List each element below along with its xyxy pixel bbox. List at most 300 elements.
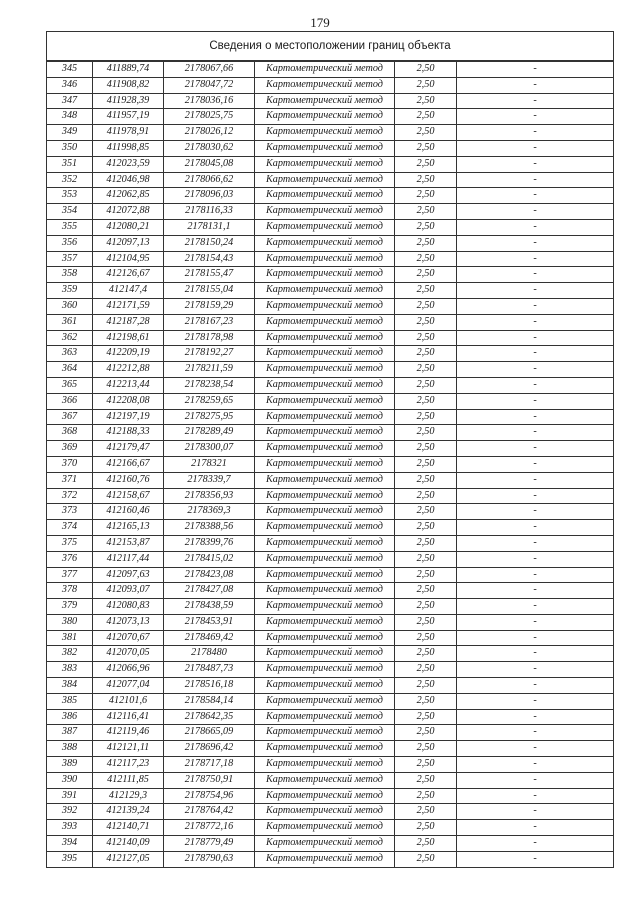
y-coordinate-cell: 2178438,59: [164, 599, 255, 615]
point-number-cell: 392: [47, 804, 93, 820]
y-coordinate-cell: 2178259,65: [164, 393, 255, 409]
point-number-cell: 352: [47, 172, 93, 188]
table-row: [47, 788, 614, 804]
y-coordinate-cell: 2178369,3: [164, 504, 255, 520]
table-row: [47, 772, 614, 788]
table-row: [47, 362, 614, 378]
table-row: [47, 804, 614, 820]
y-coordinate-cell: 2178339,7: [164, 472, 255, 488]
description-cell: -: [457, 804, 614, 820]
point-number-cell: 395: [47, 851, 93, 867]
description-cell: -: [457, 851, 614, 867]
y-coordinate-cell: 2178696,42: [164, 741, 255, 757]
accuracy-cell: 2,50: [395, 520, 457, 536]
description-cell: -: [457, 409, 614, 425]
method-cell: Картометрический метод: [255, 551, 395, 567]
point-number-cell: 348: [47, 109, 93, 125]
table-row: [47, 219, 614, 235]
table-title-row: [47, 32, 614, 62]
x-coordinate-cell: 411889,74: [93, 61, 164, 77]
point-number-cell: 391: [47, 788, 93, 804]
y-coordinate-cell: 2178642,35: [164, 709, 255, 725]
description-cell: -: [457, 741, 614, 757]
method-cell: Картометрический метод: [255, 283, 395, 299]
description-cell: -: [457, 820, 614, 836]
y-coordinate-cell: 2178026,12: [164, 125, 255, 141]
y-coordinate-cell: 2178155,47: [164, 267, 255, 283]
method-cell: Картометрический метод: [255, 251, 395, 267]
accuracy-cell: 2,50: [395, 346, 457, 362]
method-cell: Картометрический метод: [255, 614, 395, 630]
point-number-cell: 347: [47, 93, 93, 109]
point-number-cell: 354: [47, 204, 93, 220]
table-row: [47, 520, 614, 536]
accuracy-cell: 2,50: [395, 77, 457, 93]
y-coordinate-cell: 2178427,08: [164, 583, 255, 599]
x-coordinate-cell: 412179,47: [93, 441, 164, 457]
description-cell: -: [457, 425, 614, 441]
method-cell: Картометрический метод: [255, 804, 395, 820]
table-row: [47, 678, 614, 694]
description-cell: -: [457, 156, 614, 172]
table-row: [47, 409, 614, 425]
accuracy-cell: 2,50: [395, 172, 457, 188]
method-cell: Картометрический метод: [255, 61, 395, 77]
accuracy-cell: 2,50: [395, 709, 457, 725]
description-cell: -: [457, 172, 614, 188]
point-number-cell: 363: [47, 346, 93, 362]
y-coordinate-cell: 2178066,62: [164, 172, 255, 188]
method-cell: Картометрический метод: [255, 851, 395, 867]
table-row: [47, 156, 614, 172]
table-row: [47, 314, 614, 330]
accuracy-cell: 2,50: [395, 788, 457, 804]
x-coordinate-cell: 412140,71: [93, 820, 164, 836]
point-number-cell: 358: [47, 267, 93, 283]
method-cell: Картометрический метод: [255, 362, 395, 378]
accuracy-cell: 2,50: [395, 804, 457, 820]
point-number-cell: 351: [47, 156, 93, 172]
x-coordinate-cell: 412147,4: [93, 283, 164, 299]
x-coordinate-cell: 412126,67: [93, 267, 164, 283]
method-cell: Картометрический метод: [255, 488, 395, 504]
method-cell: Картометрический метод: [255, 741, 395, 757]
description-cell: -: [457, 140, 614, 156]
point-number-cell: 361: [47, 314, 93, 330]
description-cell: -: [457, 599, 614, 615]
point-number-cell: 355: [47, 219, 93, 235]
method-cell: Картометрический метод: [255, 393, 395, 409]
accuracy-cell: 2,50: [395, 377, 457, 393]
description-cell: -: [457, 725, 614, 741]
table-row: [47, 693, 614, 709]
point-number-cell: 376: [47, 551, 93, 567]
table-row: [47, 662, 614, 678]
point-number-cell: 387: [47, 725, 93, 741]
y-coordinate-cell: 2178030,62: [164, 140, 255, 156]
table-row: [47, 251, 614, 267]
accuracy-cell: 2,50: [395, 836, 457, 852]
table-row: [47, 836, 614, 852]
method-cell: Картометрический метод: [255, 599, 395, 615]
point-number-cell: 383: [47, 662, 93, 678]
y-coordinate-cell: 2178238,54: [164, 377, 255, 393]
y-coordinate-cell: 2178665,09: [164, 725, 255, 741]
x-coordinate-cell: 412188,33: [93, 425, 164, 441]
description-cell: -: [457, 330, 614, 346]
x-coordinate-cell: 412187,28: [93, 314, 164, 330]
accuracy-cell: 2,50: [395, 251, 457, 267]
x-coordinate-cell: 412121,11: [93, 741, 164, 757]
accuracy-cell: 2,50: [395, 851, 457, 867]
method-cell: Картометрический метод: [255, 156, 395, 172]
y-coordinate-cell: 2178025,75: [164, 109, 255, 125]
description-cell: -: [457, 520, 614, 536]
description-cell: -: [457, 757, 614, 773]
accuracy-cell: 2,50: [395, 409, 457, 425]
point-number-cell: 346: [47, 77, 93, 93]
accuracy-cell: 2,50: [395, 456, 457, 472]
table-row: [47, 377, 614, 393]
method-cell: Картометрический метод: [255, 504, 395, 520]
table-row: [47, 535, 614, 551]
point-number-cell: 394: [47, 836, 93, 852]
point-number-cell: 375: [47, 535, 93, 551]
point-number-cell: 374: [47, 520, 93, 536]
table-row: [47, 109, 614, 125]
description-cell: -: [457, 567, 614, 583]
description-cell: -: [457, 346, 614, 362]
y-coordinate-cell: 2178750,91: [164, 772, 255, 788]
x-coordinate-cell: 412209,19: [93, 346, 164, 362]
y-coordinate-cell: 2178150,24: [164, 235, 255, 251]
method-cell: Картометрический метод: [255, 520, 395, 536]
x-coordinate-cell: 412213,44: [93, 377, 164, 393]
description-cell: -: [457, 709, 614, 725]
point-number-cell: 365: [47, 377, 93, 393]
y-coordinate-cell: 2178415,02: [164, 551, 255, 567]
method-cell: Картометрический метод: [255, 330, 395, 346]
x-coordinate-cell: 412140,09: [93, 836, 164, 852]
x-coordinate-cell: 412198,61: [93, 330, 164, 346]
y-coordinate-cell: 2178045,08: [164, 156, 255, 172]
method-cell: Картометрический метод: [255, 709, 395, 725]
x-coordinate-cell: 412153,87: [93, 535, 164, 551]
method-cell: Картометрический метод: [255, 219, 395, 235]
x-coordinate-cell: 412104,95: [93, 251, 164, 267]
method-cell: Картометрический метод: [255, 678, 395, 694]
point-number-cell: 364: [47, 362, 93, 378]
description-cell: -: [457, 61, 614, 77]
point-number-cell: 372: [47, 488, 93, 504]
accuracy-cell: 2,50: [395, 772, 457, 788]
x-coordinate-cell: 412158,67: [93, 488, 164, 504]
description-cell: -: [457, 535, 614, 551]
y-coordinate-cell: 2178300,07: [164, 441, 255, 457]
accuracy-cell: 2,50: [395, 820, 457, 836]
y-coordinate-cell: 2178154,43: [164, 251, 255, 267]
table-row: [47, 757, 614, 773]
description-cell: -: [457, 678, 614, 694]
y-coordinate-cell: 2178717,18: [164, 757, 255, 773]
x-coordinate-cell: 412070,05: [93, 646, 164, 662]
boundary-coordinates-table: [46, 31, 613, 868]
description-cell: -: [457, 93, 614, 109]
description-cell: -: [457, 125, 614, 141]
method-cell: Картометрический метод: [255, 346, 395, 362]
table-row: [47, 77, 614, 93]
y-coordinate-cell: 2178453,91: [164, 614, 255, 630]
y-coordinate-cell: 2178487,73: [164, 662, 255, 678]
accuracy-cell: 2,50: [395, 219, 457, 235]
accuracy-cell: 2,50: [395, 393, 457, 409]
method-cell: Картометрический метод: [255, 583, 395, 599]
table-row: [47, 267, 614, 283]
description-cell: -: [457, 488, 614, 504]
x-coordinate-cell: 412072,88: [93, 204, 164, 220]
x-coordinate-cell: 412165,13: [93, 520, 164, 536]
description-cell: -: [457, 298, 614, 314]
x-coordinate-cell: 412111,85: [93, 772, 164, 788]
description-cell: -: [457, 377, 614, 393]
x-coordinate-cell: 411928,39: [93, 93, 164, 109]
method-cell: Картометрический метод: [255, 567, 395, 583]
table-row: [47, 741, 614, 757]
description-cell: -: [457, 472, 614, 488]
point-number-cell: 380: [47, 614, 93, 630]
accuracy-cell: 2,50: [395, 567, 457, 583]
y-coordinate-cell: 2178423,08: [164, 567, 255, 583]
accuracy-cell: 2,50: [395, 298, 457, 314]
table-row: [47, 441, 614, 457]
x-coordinate-cell: 412171,59: [93, 298, 164, 314]
method-cell: Картометрический метод: [255, 172, 395, 188]
description-cell: -: [457, 836, 614, 852]
point-number-cell: 389: [47, 757, 93, 773]
method-cell: Картометрический метод: [255, 836, 395, 852]
y-coordinate-cell: 2178159,29: [164, 298, 255, 314]
accuracy-cell: 2,50: [395, 267, 457, 283]
y-coordinate-cell: 2178178,98: [164, 330, 255, 346]
description-cell: -: [457, 109, 614, 125]
y-coordinate-cell: 2178480: [164, 646, 255, 662]
table-row: [47, 488, 614, 504]
accuracy-cell: 2,50: [395, 599, 457, 615]
x-coordinate-cell: 412066,96: [93, 662, 164, 678]
accuracy-cell: 2,50: [395, 362, 457, 378]
y-coordinate-cell: 2178192,27: [164, 346, 255, 362]
table-row: [47, 425, 614, 441]
y-coordinate-cell: 2178469,42: [164, 630, 255, 646]
description-cell: -: [457, 662, 614, 678]
table-row: [47, 204, 614, 220]
point-number-cell: 368: [47, 425, 93, 441]
description-cell: -: [457, 219, 614, 235]
point-number-cell: 373: [47, 504, 93, 520]
description-cell: -: [457, 251, 614, 267]
description-cell: -: [457, 441, 614, 457]
accuracy-cell: 2,50: [395, 425, 457, 441]
description-cell: -: [457, 646, 614, 662]
method-cell: Картометрический метод: [255, 757, 395, 773]
table-row: [47, 140, 614, 156]
description-cell: -: [457, 693, 614, 709]
point-number-cell: 366: [47, 393, 93, 409]
description-cell: -: [457, 504, 614, 520]
method-cell: Картометрический метод: [255, 235, 395, 251]
y-coordinate-cell: 2178779,49: [164, 836, 255, 852]
x-coordinate-cell: 412062,85: [93, 188, 164, 204]
accuracy-cell: 2,50: [395, 109, 457, 125]
point-number-cell: 356: [47, 235, 93, 251]
table-row: [47, 599, 614, 615]
table-row: [47, 93, 614, 109]
y-coordinate-cell: 2178096,03: [164, 188, 255, 204]
y-coordinate-cell: 2178584,14: [164, 693, 255, 709]
accuracy-cell: 2,50: [395, 125, 457, 141]
method-cell: Картометрический метод: [255, 204, 395, 220]
accuracy-cell: 2,50: [395, 488, 457, 504]
x-coordinate-cell: 412212,88: [93, 362, 164, 378]
table-row: [47, 330, 614, 346]
point-number-cell: 370: [47, 456, 93, 472]
accuracy-cell: 2,50: [395, 741, 457, 757]
x-coordinate-cell: 412101,6: [93, 693, 164, 709]
table-row: [47, 614, 614, 630]
y-coordinate-cell: 2178067,66: [164, 61, 255, 77]
description-cell: -: [457, 614, 614, 630]
table-row: [47, 646, 614, 662]
y-coordinate-cell: 2178388,56: [164, 520, 255, 536]
table-row: [47, 567, 614, 583]
point-number-cell: 369: [47, 441, 93, 457]
method-cell: Картометрический метод: [255, 693, 395, 709]
y-coordinate-cell: 2178211,59: [164, 362, 255, 378]
table-row: [47, 709, 614, 725]
x-coordinate-cell: 412129,3: [93, 788, 164, 804]
description-cell: -: [457, 314, 614, 330]
accuracy-cell: 2,50: [395, 283, 457, 299]
y-coordinate-cell: 2178116,33: [164, 204, 255, 220]
y-coordinate-cell: 2178155,04: [164, 283, 255, 299]
method-cell: Картометрический метод: [255, 646, 395, 662]
y-coordinate-cell: 2178764,42: [164, 804, 255, 820]
y-coordinate-cell: 2178036,16: [164, 93, 255, 109]
y-coordinate-cell: 2178790,63: [164, 851, 255, 867]
y-coordinate-cell: 2178399,76: [164, 535, 255, 551]
table-row: [47, 188, 614, 204]
method-cell: Картометрический метод: [255, 725, 395, 741]
method-cell: Картометрический метод: [255, 409, 395, 425]
description-cell: -: [457, 583, 614, 599]
table-row: [47, 235, 614, 251]
accuracy-cell: 2,50: [395, 614, 457, 630]
method-cell: Картометрический метод: [255, 425, 395, 441]
method-cell: Картометрический метод: [255, 188, 395, 204]
x-coordinate-cell: 412166,67: [93, 456, 164, 472]
description-cell: -: [457, 630, 614, 646]
accuracy-cell: 2,50: [395, 725, 457, 741]
x-coordinate-cell: 412077,04: [93, 678, 164, 694]
point-number-cell: 379: [47, 599, 93, 615]
table-row: [47, 472, 614, 488]
accuracy-cell: 2,50: [395, 441, 457, 457]
accuracy-cell: 2,50: [395, 204, 457, 220]
x-coordinate-cell: 412046,98: [93, 172, 164, 188]
table-row: [47, 346, 614, 362]
table-row: [47, 551, 614, 567]
x-coordinate-cell: 411908,82: [93, 77, 164, 93]
method-cell: Картометрический метод: [255, 630, 395, 646]
point-number-cell: 382: [47, 646, 93, 662]
table-row: [47, 725, 614, 741]
accuracy-cell: 2,50: [395, 140, 457, 156]
point-number-cell: 386: [47, 709, 93, 725]
table-title: Сведения о местоположении границ объекта: [47, 32, 614, 62]
description-cell: -: [457, 283, 614, 299]
method-cell: Картометрический метод: [255, 441, 395, 457]
description-cell: -: [457, 788, 614, 804]
method-cell: Картометрический метод: [255, 662, 395, 678]
accuracy-cell: 2,50: [395, 61, 457, 77]
method-cell: Картометрический метод: [255, 125, 395, 141]
y-coordinate-cell: 2178275,95: [164, 409, 255, 425]
y-coordinate-cell: 2178167,23: [164, 314, 255, 330]
x-coordinate-cell: 412119,46: [93, 725, 164, 741]
accuracy-cell: 2,50: [395, 93, 457, 109]
y-coordinate-cell: 2178131,1: [164, 219, 255, 235]
x-coordinate-cell: 411957,19: [93, 109, 164, 125]
method-cell: Картометрический метод: [255, 377, 395, 393]
accuracy-cell: 2,50: [395, 630, 457, 646]
x-coordinate-cell: 412139,24: [93, 804, 164, 820]
point-number-cell: 371: [47, 472, 93, 488]
y-coordinate-cell: 2178047,72: [164, 77, 255, 93]
y-coordinate-cell: 2178356,93: [164, 488, 255, 504]
description-cell: -: [457, 204, 614, 220]
x-coordinate-cell: 412080,21: [93, 219, 164, 235]
point-number-cell: 385: [47, 693, 93, 709]
point-number-cell: 350: [47, 140, 93, 156]
method-cell: Картометрический метод: [255, 820, 395, 836]
method-cell: Картометрический метод: [255, 456, 395, 472]
point-number-cell: 367: [47, 409, 93, 425]
description-cell: -: [457, 77, 614, 93]
accuracy-cell: 2,50: [395, 504, 457, 520]
point-number-cell: 362: [47, 330, 93, 346]
x-coordinate-cell: 412070,67: [93, 630, 164, 646]
table-row: [47, 61, 614, 77]
point-number-cell: 357: [47, 251, 93, 267]
x-coordinate-cell: 412097,13: [93, 235, 164, 251]
point-number-cell: 384: [47, 678, 93, 694]
x-coordinate-cell: 412116,41: [93, 709, 164, 725]
method-cell: Картометрический метод: [255, 93, 395, 109]
method-cell: Картометрический метод: [255, 298, 395, 314]
y-coordinate-cell: 2178289,49: [164, 425, 255, 441]
point-number-cell: 353: [47, 188, 93, 204]
description-cell: -: [457, 456, 614, 472]
description-cell: -: [457, 551, 614, 567]
accuracy-cell: 2,50: [395, 678, 457, 694]
accuracy-cell: 2,50: [395, 662, 457, 678]
x-coordinate-cell: 412093,07: [93, 583, 164, 599]
accuracy-cell: 2,50: [395, 757, 457, 773]
x-coordinate-cell: 411998,85: [93, 140, 164, 156]
table-row: [47, 125, 614, 141]
method-cell: Картометрический метод: [255, 267, 395, 283]
point-number-cell: 377: [47, 567, 93, 583]
